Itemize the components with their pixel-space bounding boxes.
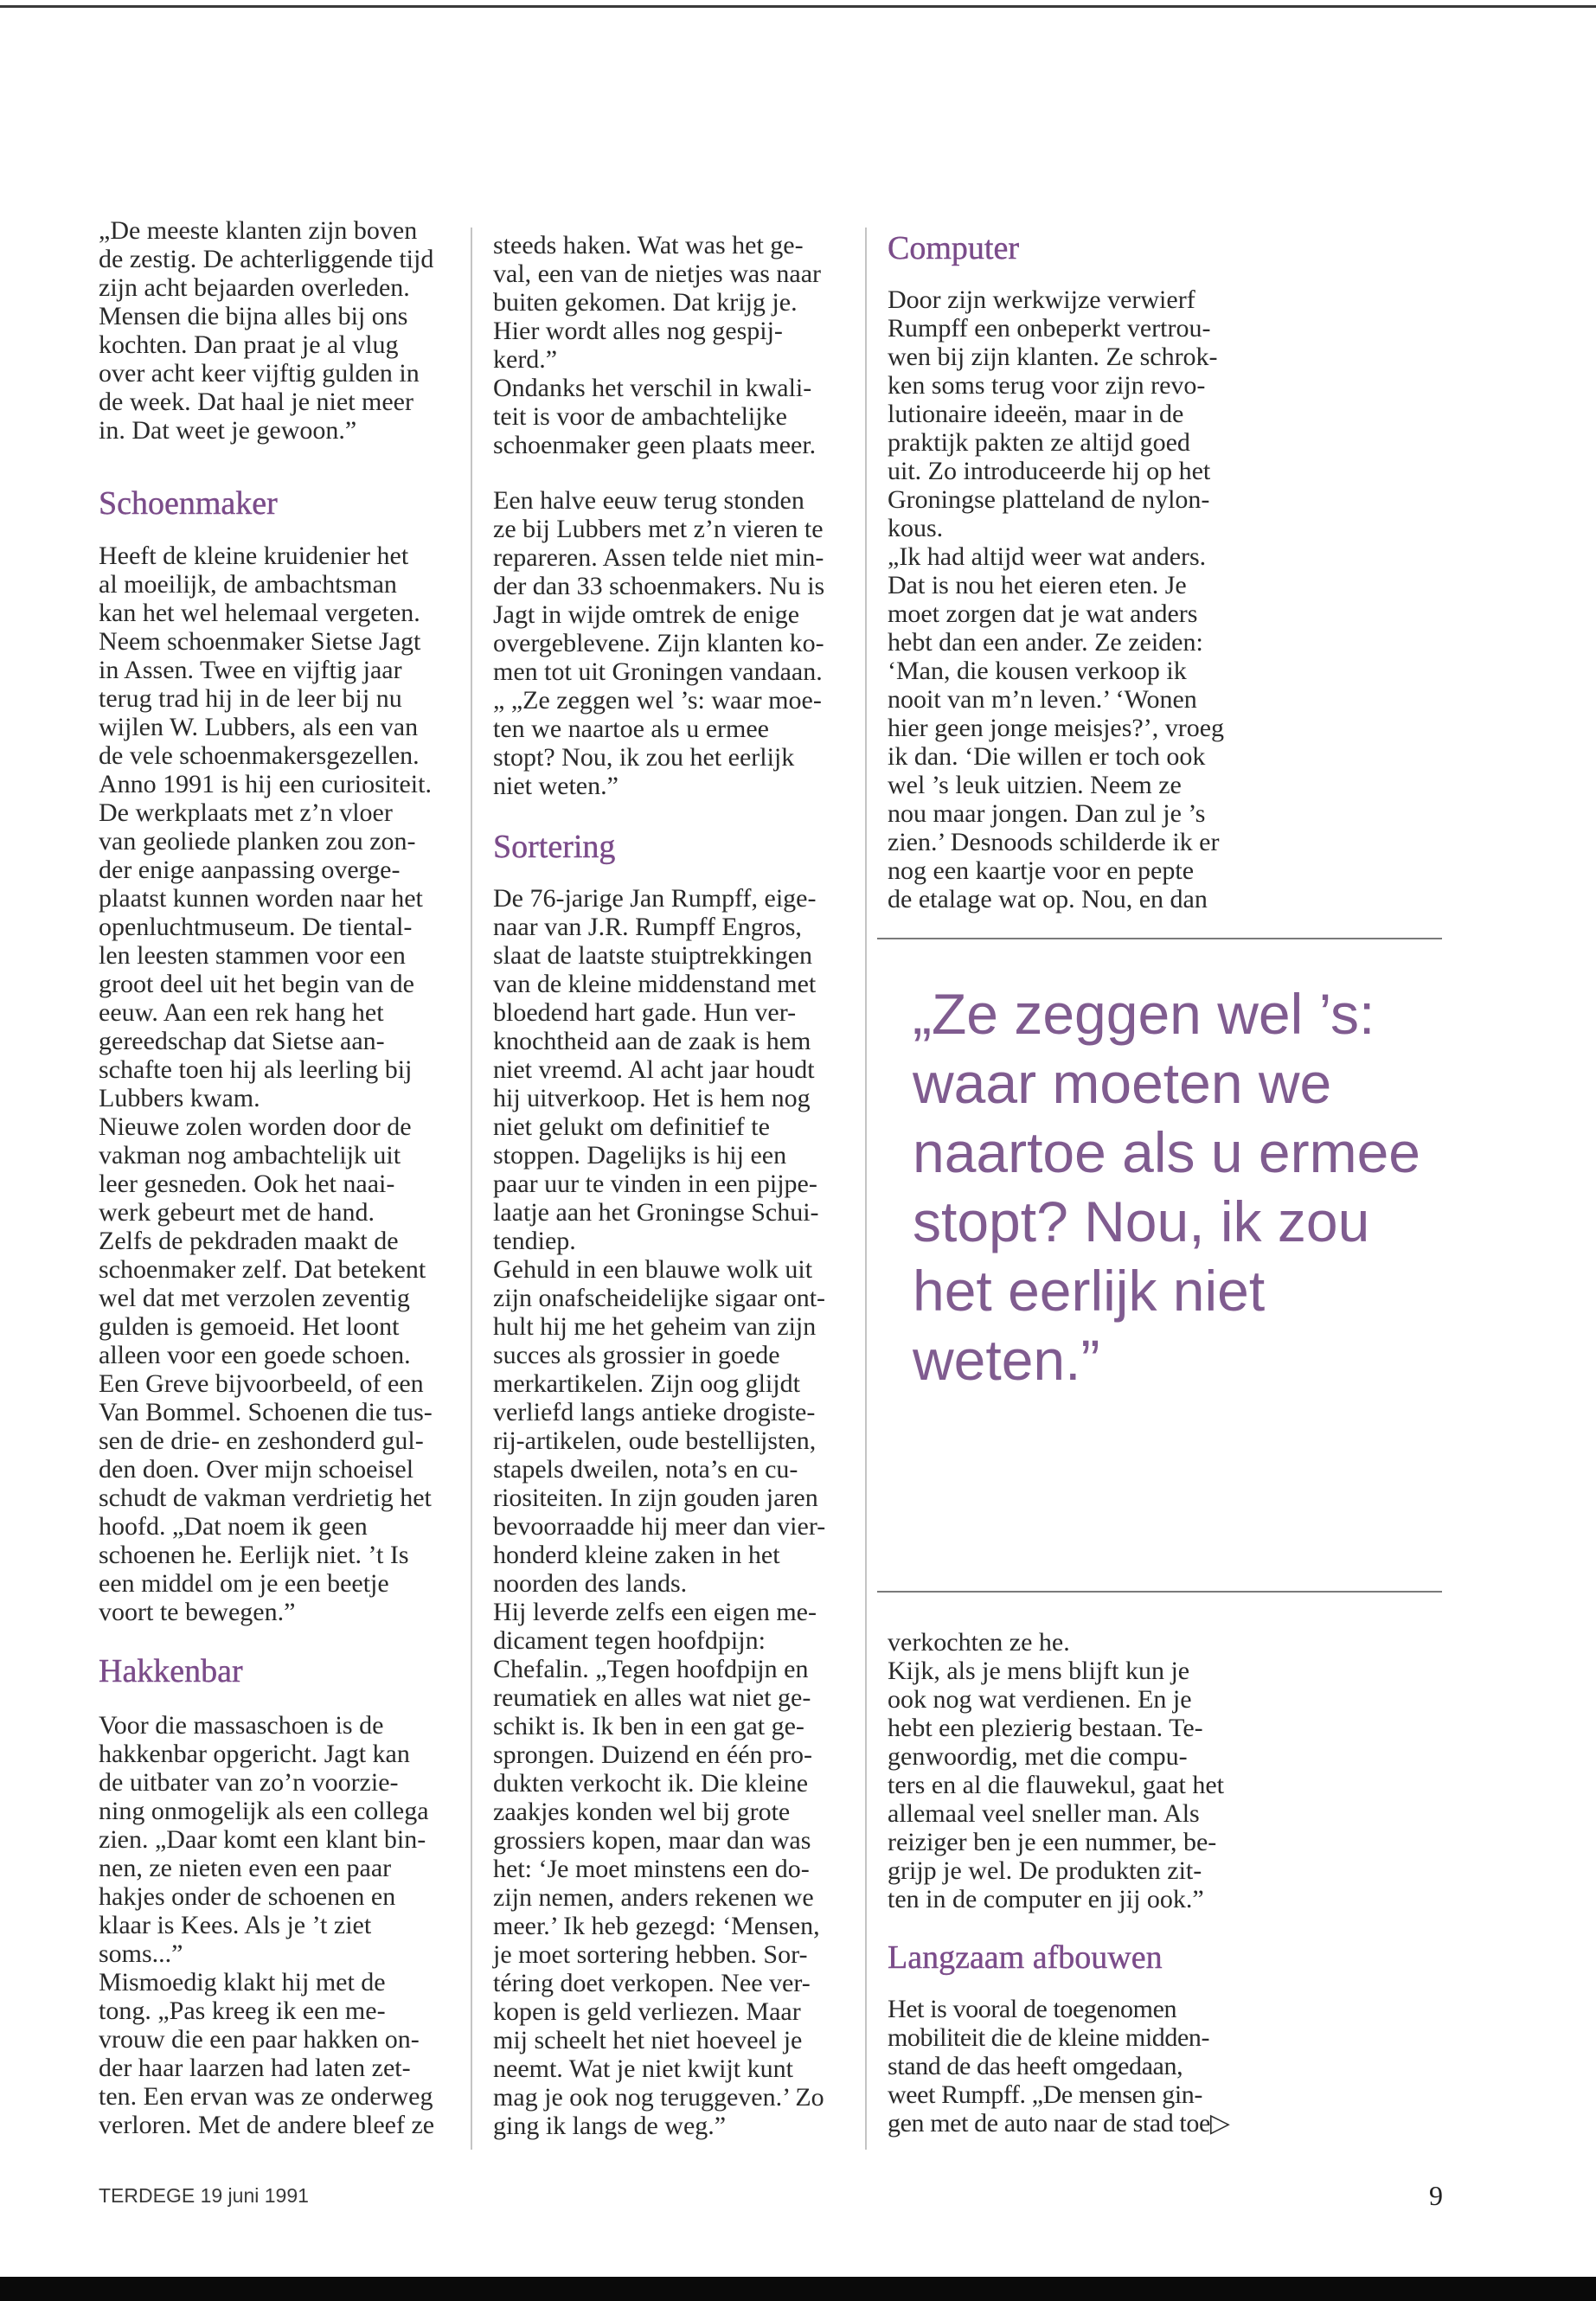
text-line: je moet sortering hebben. Sor- <box>493 1940 808 1969</box>
text-line: genwoordig, met die compu- <box>888 1742 1188 1771</box>
pull-quote-rule-bottom <box>877 1591 1442 1593</box>
pull-quote <box>913 979 1420 1394</box>
text-line: hult hij me het geheim van zijn <box>493 1312 817 1341</box>
text-line: lutionaire ideeën, maar in de <box>888 400 1184 428</box>
pull-quote-line: weten.” <box>913 1328 1100 1392</box>
scan-bottom-band <box>0 2277 1596 2301</box>
text-line: mag je ook nog teruggeven.’ Zo <box>493 2083 824 2112</box>
text-line: stapels dweilen, nota’s en cu- <box>493 1455 798 1484</box>
text-line: hij uitverkoop. Het is hem nog <box>493 1084 811 1112</box>
text-line: ik dan. ‘Die willen er toch ook <box>888 742 1206 771</box>
text-line: eeuw. Aan een rek hang het <box>99 998 384 1027</box>
pull-quote-rule-top <box>877 938 1442 939</box>
text-line: merkartikelen. Zijn oog glijdt <box>493 1369 800 1398</box>
column-rule-2 <box>865 228 867 2150</box>
text-line: schikt is. Ik ben in een gat ge- <box>493 1712 804 1740</box>
text-line: Gehuld in een blauwe wolk uit <box>493 1255 813 1284</box>
text-line: vakman nog ambachtelijk uit <box>99 1141 401 1170</box>
paragraph-computer <box>888 285 1224 913</box>
text-line: niet vreemd. Al acht jaar houdt <box>493 1055 815 1084</box>
text-line: terug trad hij in de leer bij nu <box>99 684 402 713</box>
text-line: honderd kleine zaken in het <box>493 1541 780 1569</box>
text-line: De 76-jarige Jan Rumpff, eige- <box>493 884 817 913</box>
page-number: 9 <box>1429 2180 1443 2211</box>
text-line: Dat is nou het eieren eten. Je <box>888 571 1187 599</box>
text-line: gulden is gemoeid. Het loont <box>99 1312 400 1341</box>
text-line: ze bij Lubbers met z’n vieren te <box>493 515 824 543</box>
text-line: steeds haken. Wat was het ge- <box>493 231 804 260</box>
text-line: knochtheid aan de zaak is hem <box>493 1027 811 1055</box>
text-line: hier geen jonge meisjes?’, vroeg <box>888 714 1225 742</box>
text-line: den doen. Over mijn schoeisel <box>99 1455 414 1484</box>
section-heading-hakkenbar: Hakkenbar <box>99 1653 243 1689</box>
text-line: de zestig. De achterliggende tijd <box>99 245 434 273</box>
text-line: neemt. Wat je niet kwijt kunt <box>493 2054 793 2083</box>
text-line: Het is vooral de toegenomen <box>888 1995 1177 2023</box>
text-line: openluchtmuseum. De tiental- <box>99 913 413 941</box>
text-line: tendiep. <box>493 1227 576 1255</box>
text-line: ging ik langs de weg.” <box>493 2112 727 2140</box>
text-line: hakjes onder de schoenen en <box>99 1882 396 1911</box>
text-line: gereedschap dat Sietse aan- <box>99 1027 385 1055</box>
text-line: kochten. Dan praat je al vlug <box>99 330 399 359</box>
text-line: riositeiten. In zijn gouden jaren <box>493 1484 818 1512</box>
text-line: Rumpff een onbeperkt vertrou- <box>888 314 1211 343</box>
text-line: voort te bewegen.” <box>99 1598 296 1626</box>
pull-quote-line: het eerlijk niet <box>913 1259 1266 1323</box>
text-line: van de kleine middenstand met <box>493 970 817 998</box>
text-line: vrouw die een paar hakken on- <box>99 2025 420 2054</box>
text-line: men tot uit Groningen vandaan. <box>493 657 823 686</box>
text-line: zijn onafscheidelijke sigaar ont- <box>493 1284 826 1312</box>
text-line: verliefd langs antieke drogiste- <box>493 1398 816 1426</box>
text-line: moet zorgen dat je wat anders <box>888 599 1198 628</box>
text-line: der enige aanpassing overge- <box>99 856 401 884</box>
text-line: werk gebeurt met de hand. <box>99 1198 375 1227</box>
paragraph-lubbers <box>493 486 824 800</box>
text-line: de etalage wat op. Nou, en dan <box>888 885 1208 913</box>
text-line: kous. <box>888 514 944 542</box>
text-line: téring doet verkopen. Nee ver- <box>493 1969 811 1997</box>
text-line: wel ’s leuk uitzien. Neem ze <box>888 771 1182 799</box>
text-line: Nieuwe zolen worden door de <box>99 1112 412 1141</box>
text-line: Anno 1991 is hij een curiositeit. <box>99 770 432 798</box>
text-line: wijlen W. Lubbers, als een van <box>99 713 419 741</box>
text-line: Een Greve bijvoorbeeld, of een <box>99 1369 424 1398</box>
text-line: slaat de laatste stuiptrekkingen <box>493 941 813 970</box>
text-line: in Assen. Twee en vijftig jaar <box>99 656 402 684</box>
text-line: van geoliede planken zou zon- <box>99 827 416 856</box>
text-line: succes als grossier in goede <box>493 1341 780 1369</box>
text-line: „Ik had altijd weer wat anders. <box>888 542 1207 571</box>
text-line: Door zijn werkwijze verwierf <box>888 285 1195 314</box>
text-line: sprongen. Duizend en één pro- <box>493 1740 813 1769</box>
section-heading-sortering: Sortering <box>493 829 616 865</box>
text-line: der haar laarzen had laten zet- <box>99 2054 411 2082</box>
text-line: weet Rumpff. „De mensen gin- <box>888 2080 1202 2109</box>
text-line: reumatiek en alles wat niet ge- <box>493 1683 811 1712</box>
text-line: grossiers kopen, maar dan was <box>493 1826 811 1855</box>
text-line: ters en al die flauwekul, gaat het <box>888 1771 1225 1799</box>
text-line: niet weten.” <box>493 772 619 800</box>
text-line: groot deel uit het begin van de <box>99 970 414 998</box>
text-line: buiten gekomen. Dat krijg je. <box>493 288 798 317</box>
text-line: een middel om je een beetje <box>99 1569 389 1598</box>
text-line: Lubbers kwam. <box>99 1084 260 1112</box>
pull-quote-line: waar moeten we <box>913 1051 1332 1115</box>
paragraph-continued-col3 <box>888 1628 1224 1913</box>
text-line: Mismoedig klakt hij met de <box>99 1968 386 1997</box>
text-line: Groningse platteland de nylon- <box>888 485 1210 514</box>
text-line: stopt? Nou, ik zou het eerlijk <box>493 743 795 772</box>
text-line: hebt dan een ander. Ze zeiden: <box>888 628 1203 657</box>
text-line: alleen voor een goede schoen. <box>99 1341 411 1369</box>
text-line: uit. Zo introduceerde hij op het <box>888 457 1211 485</box>
text-line: „De meeste klanten zijn boven <box>99 216 418 245</box>
text-line: wel dat met verzolen zeventig <box>99 1284 410 1312</box>
text-line: „ „Ze zeggen wel ’s: waar moe- <box>493 686 822 715</box>
text-line: ten we naartoe als u ermee <box>493 715 769 743</box>
text-line: naar van J.R. Rumpff Engros, <box>493 913 802 941</box>
footer-publication-date: TERDEGE 19 juni 1991 <box>99 2184 309 2207</box>
text-line: zijn nemen, anders rekenen we <box>493 1883 814 1912</box>
text-line: stand de das heeft omgedaan, <box>888 2052 1183 2080</box>
text-line: de week. Dat haal je niet meer <box>99 388 413 416</box>
text-line: laatje aan het Groningse Schui- <box>493 1198 819 1227</box>
text-line: len leesten stammen voor een <box>99 941 406 970</box>
text-line: ken soms terug voor zijn revo- <box>888 371 1206 400</box>
text-line: wen bij zijn klanten. Ze schrok- <box>888 343 1218 371</box>
pull-quote-line: naartoe als u ermee <box>913 1120 1421 1184</box>
text-line: Voor die massaschoen is de <box>99 1711 384 1740</box>
text-line: kopen is geld verliezen. Maar <box>493 1997 801 2026</box>
text-line: teit is voor de ambachtelijke <box>493 402 787 431</box>
text-line: dicament tegen hoofdpijn: <box>493 1626 766 1655</box>
text-line: repareren. Assen telde niet min- <box>493 543 824 572</box>
text-line: over acht keer vijftig gulden in <box>99 359 420 388</box>
text-line: Neem schoenmaker Sietse Jagt <box>99 627 421 656</box>
pull-quote-line: stopt? Nou, ik zou <box>913 1189 1370 1253</box>
text-line: zien. „Daar komt een klant bin- <box>99 1825 426 1854</box>
text-line: paar uur te vinden in een pijpe- <box>493 1170 817 1198</box>
text-line: zien.’ Desnoods schilderde ik er <box>888 828 1220 856</box>
text-line: soms...” <box>99 1939 183 1968</box>
text-line: de vele schoenmakersgezellen. <box>99 741 420 770</box>
text-line: het: ‘Je moet minstens een do- <box>493 1855 810 1883</box>
text-line: Van Bommel. Schoenen die tus- <box>99 1398 433 1426</box>
text-line: verkochten ze he. <box>888 1628 1070 1657</box>
text-line: de uitbater van zo’n voorzie- <box>99 1768 399 1797</box>
text-line: nou maar jongen. Dan zul je ’s <box>888 799 1206 828</box>
text-line: leer gesneden. Ook het naai- <box>99 1170 395 1198</box>
text-line: Jagt in wijde omtrek de enige <box>493 600 800 629</box>
text-line: sen de drie- en zeshonderd gul- <box>99 1426 424 1455</box>
text-line: schoenen he. Eerlijk niet. ’t Is <box>99 1541 409 1569</box>
text-line: Heeft de kleine kruidenier het <box>99 542 409 570</box>
text-line: Chefalin. „Tegen hoofdpijn en <box>493 1655 809 1683</box>
text-line: rij-artikelen, oude bestellijsten, <box>493 1426 817 1455</box>
text-line: bloedend hart gade. Hun ver- <box>493 998 797 1027</box>
text-line: Hier wordt alles nog gespij- <box>493 317 783 345</box>
text-line: Ondanks het verschil in kwali- <box>493 374 812 402</box>
text-line: ning onmogelijk als een collega <box>99 1797 429 1825</box>
text-line: klaar is Kees. Als je ’t ziet <box>99 1911 372 1939</box>
section-heading-schoenmaker: Schoenmaker <box>99 485 278 522</box>
paragraph-afbouwen <box>888 1995 1230 2138</box>
text-line: kerd.” <box>493 345 558 374</box>
text-line: ten. Een ervan was ze onderweg <box>99 2082 433 2111</box>
text-line: ‘Man, die kousen verkoop ik <box>888 657 1187 685</box>
text-line: Kijk, als je mens blijft kun je <box>888 1657 1190 1685</box>
section-heading-langzaam-afbouwen: Langzaam afbouwen <box>888 1939 1163 1976</box>
text-line: gen met de auto naar de stad toe▷ <box>888 2109 1230 2138</box>
text-line: hoofd. „Dat noem ik geen <box>99 1512 368 1541</box>
text-line: mobiliteit die de kleine midden- <box>888 2023 1210 2052</box>
text-line: overgeblevene. Zijn klanten ko- <box>493 629 824 657</box>
text-line: schoenmaker geen plaats meer. <box>493 431 817 459</box>
text-line: schafte toen hij als leerling bij <box>99 1055 413 1084</box>
text-line: zijn acht bejaarden overleden. <box>99 273 410 302</box>
paragraph-sortering <box>493 884 825 2140</box>
text-line: meer.’ Ik heb gezegd: ‘Mensen, <box>493 1912 820 1940</box>
text-line: plaatst kunnen worden naar het <box>99 884 423 913</box>
text-line: allemaal veel sneller man. Als <box>888 1799 1200 1828</box>
text-line: De werkplaats met z’n vloer <box>99 798 393 827</box>
paragraph-schoenmaker <box>99 542 433 1626</box>
text-line: praktijk pakten ze altijd goed <box>888 428 1190 457</box>
text-line: der dan 33 schoenmakers. Nu is <box>493 572 825 600</box>
text-line: Zelfs de pekdraden maakt de <box>99 1227 399 1255</box>
text-line: nen, ze nieten even een paar <box>99 1854 392 1882</box>
text-line: kan het wel helemaal vergeten. <box>99 599 420 627</box>
pull-quote-line: „Ze zeggen wel ’s: <box>913 982 1375 1046</box>
text-line: verloren. Met de andere bleef ze <box>99 2111 435 2139</box>
text-line: Mensen die bijna alles bij ons <box>99 302 408 330</box>
text-line: reiziger ben je een nummer, be- <box>888 1828 1217 1856</box>
text-line: schoenmaker zelf. Dat betekent <box>99 1255 426 1284</box>
text-line: val, een van de nietjes was naar <box>493 260 821 288</box>
text-line: hebt een plezierig bestaan. Te- <box>888 1714 1203 1742</box>
text-line: stoppen. Dagelijks is hij een <box>493 1141 787 1170</box>
text-line: mij scheelt het niet hoeveel je <box>493 2026 803 2054</box>
text-line: tong. „Pas kreeg ik een me- <box>99 1997 386 2025</box>
paragraph-hakkenbar <box>99 1711 434 2139</box>
text-line: zaakjes konden wel bij grote <box>493 1798 791 1826</box>
text-line: hakkenbar opgericht. Jagt kan <box>99 1740 410 1768</box>
paragraph-continued <box>493 231 821 459</box>
paragraph-intro-quote <box>99 216 433 445</box>
text-line: Hij leverde zelfs een eigen me- <box>493 1598 817 1626</box>
text-line: ook nog wat verdienen. En je <box>888 1685 1192 1714</box>
section-heading-computer: Computer <box>888 230 1019 266</box>
text-line: schudt de vakman verdrietig het <box>99 1484 432 1512</box>
text-line: nog een kaartje voor en pepte <box>888 856 1195 885</box>
text-line: dukten verkocht ik. Die kleine <box>493 1769 809 1798</box>
text-line: ten in de computer en jij ook.” <box>888 1885 1204 1913</box>
text-line: bevoorraadde hij meer dan vier- <box>493 1512 826 1541</box>
text-line: niet gelukt om definitief te <box>493 1112 770 1141</box>
text-line: in. Dat weet je gewoon.” <box>99 416 357 445</box>
scan-top-edge <box>0 5 1596 8</box>
text-line: al moeilijk, de ambachtsman <box>99 570 397 599</box>
column-rule-1 <box>471 228 472 2150</box>
text-line: Een halve eeuw terug stonden <box>493 486 804 515</box>
text-line: noorden des lands. <box>493 1569 688 1598</box>
text-line: grijp je wel. De produkten zit- <box>888 1856 1202 1885</box>
text-line: nooit van m’n leven.’ ‘Wonen <box>888 685 1197 714</box>
